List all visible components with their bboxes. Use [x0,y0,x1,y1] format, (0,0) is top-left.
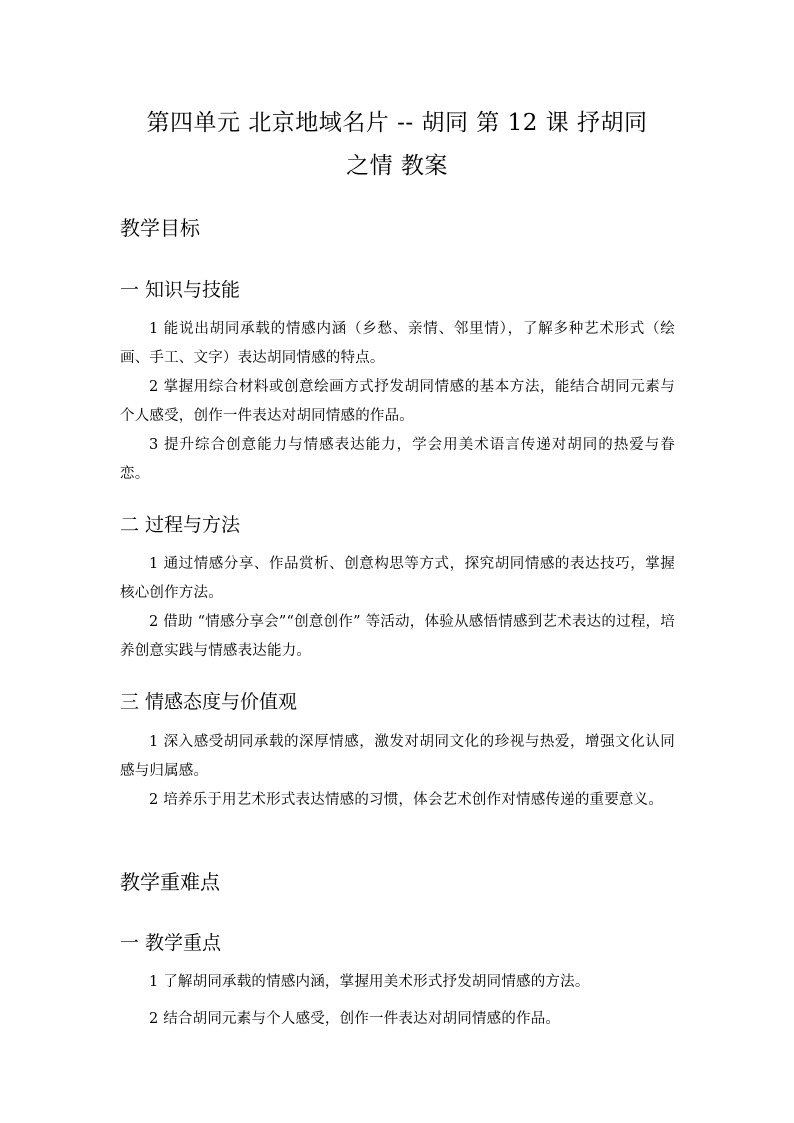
document-title-line-2: 之情 教案 [346,153,448,179]
key-point-item-2: 2 结合胡同元素与个人感受，创作一件表达对胡同情感的作品。 [149,1011,561,1027]
section-heading-teaching-goals: 教学目标 [120,216,200,240]
document-title-line-1: 第四单元 北京地域名片 -- 胡同 第 12 课 抒胡同 [146,110,648,136]
knowledge-item-1: 1 能说出胡同承载的情感内涵（乡愁、亲情、邻里情），了解多种艺术形式（绘画、手工、文字）表达胡同情感的特点。 [120,321,675,366]
process-item-2: 2 借助 “情感分享会”“创意创作” 等活动，体验从感悟情感到艺术表达的过程，培养创意实践与情感表达能力。 [120,614,675,659]
process-item-1: 1 通过情感分享、作品赏析、创意构思等方式，探究胡同情感的表达技巧，掌握核心创作方法。 [120,556,675,601]
attitude-item-2: 2 培养乐于用艺术形式表达情感的习惯，体会艺术创作对情感传递的重要意义。 [149,792,664,808]
subheading-knowledge-skills: 一 知识与技能 [120,279,241,301]
section-heading-key-difficult-points: 教学重难点 [120,870,220,894]
attitude-item-1: 1 深入感受胡同承载的深厚情感，激发对胡同文化的珍视与热爱，增强文化认同感与归属感。 [120,734,675,779]
subheading-teaching-key-points: 一 教学重点 [120,932,222,954]
subheading-process-methods: 二 过程与方法 [120,514,241,536]
knowledge-item-2: 2 掌握用综合材料或创意绘画方式抒发胡同情感的基本方法，能结合胡同元素与个人感受，创作一件表达对胡同情感的作品。 [120,379,675,424]
subheading-emotion-attitude-values: 三 情感态度与价值观 [120,691,298,713]
key-point-item-1: 1 了解胡同承载的情感内涵，掌握用美术形式抒发胡同情感的方法。 [149,974,590,990]
knowledge-item-3: 3 提升综合创意能力与情感表达能力，学会用美术语言传递对胡同的热爱与眷恋。 [120,437,675,482]
